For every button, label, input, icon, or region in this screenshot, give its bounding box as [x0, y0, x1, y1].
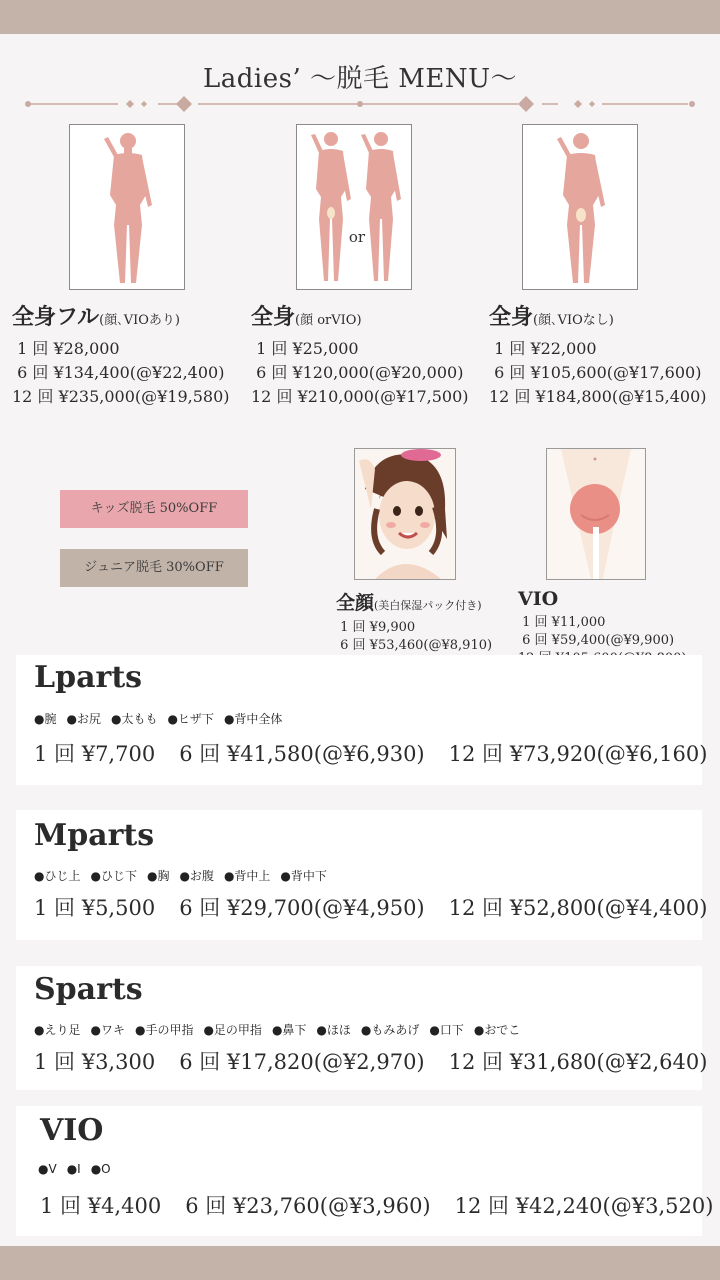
price: 6 回 ¥41,580(@¥6,930) — [179, 742, 425, 766]
part-item: ●おでこ — [473, 1023, 521, 1037]
part-item: ●鼻下 — [271, 1023, 307, 1037]
plan-name: 全身フル — [12, 304, 100, 330]
plan-full-body — [12, 300, 252, 409]
vio-illustration — [546, 448, 646, 580]
bottom-band — [0, 1246, 720, 1280]
mparts-prices — [34, 892, 720, 922]
lparts-title: Lparts — [34, 660, 143, 695]
plan-prices: 1 回 ¥28,000 6 回 ¥134,400(@¥22,400) 12 回 ¥235,000(@¥19,580) — [12, 339, 230, 406]
sparts-items — [34, 1021, 530, 1038]
vio-prices — [40, 1190, 720, 1220]
plan-note: (顔 orVIO) — [295, 313, 362, 328]
price: 12 回 ¥31,680(@¥2,640) — [448, 1050, 708, 1074]
part-item: ●背中上 — [223, 869, 271, 883]
body-or-vio-figure — [296, 124, 412, 290]
part-item: ●I — [66, 1162, 81, 1176]
part-item: ●腕 — [34, 712, 57, 726]
sparts-title: Sparts — [34, 972, 143, 1007]
price: 6 回 ¥29,700(@¥4,950) — [179, 896, 425, 920]
part-item: ●もみあげ — [360, 1023, 420, 1037]
face-plan-note: (美白保湿パック付き) — [374, 599, 482, 612]
plan-name: 全身 — [251, 304, 296, 330]
part-item: ●えり足 — [34, 1023, 81, 1037]
price: 1 回 ¥7,700 — [34, 742, 156, 766]
lparts-items — [34, 710, 292, 727]
price: 6 回 ¥17,820(@¥2,970) — [179, 1050, 425, 1074]
plan-note: (顔､VIOあり) — [99, 313, 180, 328]
sparts-prices — [34, 1046, 720, 1076]
plan-prices: 1 回 ¥22,000 6 回 ¥105,600(@¥17,600) 12 回 ¥184,800(@¥15,400) — [489, 339, 707, 406]
price: 12 回 ¥42,240(@¥3,520) — [454, 1194, 714, 1218]
price: 1 回 ¥3,300 — [34, 1050, 156, 1074]
mparts-items — [34, 867, 337, 884]
part-item: ●ヒザ下 — [167, 712, 214, 726]
kids-discount-badge: キッズ脱毛 50%OFF — [60, 490, 248, 528]
part-item: ●O — [90, 1162, 111, 1176]
ornament-divider — [18, 94, 702, 114]
lparts-prices — [34, 738, 720, 768]
face-illustration — [354, 448, 456, 580]
body-no-face-vio-figure — [522, 124, 638, 290]
plan-note: (顔､VIOなし) — [533, 313, 614, 328]
part-item: ●口下 — [429, 1023, 464, 1037]
vio-items — [38, 1162, 121, 1176]
face-plan-name: 全顔 — [336, 592, 375, 614]
plan-body-or-vio — [251, 300, 491, 409]
part-item: ●胸 — [146, 869, 170, 883]
part-item: ●お尻 — [66, 712, 101, 726]
price: 12 回 ¥73,920(@¥6,160) — [448, 742, 708, 766]
part-item: ●太もも — [110, 712, 158, 726]
price: 12 回 ¥52,800(@¥4,400) — [448, 896, 708, 920]
part-item: ●ひじ下 — [90, 869, 137, 883]
junior-discount-badge: ジュニア脱毛 30%OFF — [60, 549, 248, 587]
part-item: ●ひじ上 — [34, 869, 81, 883]
part-item: ●V — [38, 1162, 57, 1176]
plan-name: 全身 — [489, 304, 534, 330]
plan-prices: 1 回 ¥25,000 6 回 ¥120,000(@¥20,000) 12 回 ¥210,000(@¥17,500) — [251, 339, 469, 406]
part-item: ●ワキ — [90, 1023, 125, 1037]
vio-title: VIO — [40, 1113, 104, 1148]
plan-body-no-face-vio — [489, 300, 720, 409]
full-body-figure — [69, 124, 185, 290]
page-title: Ladies’ 〜脱毛 MENU〜 — [202, 64, 517, 94]
part-item: ●お腹 — [179, 869, 214, 883]
price: 1 回 ¥4,400 — [40, 1194, 162, 1218]
part-item: ●背中全体 — [223, 712, 283, 726]
top-band — [0, 0, 720, 34]
vio-plan-name: VIO — [518, 588, 559, 610]
part-item: ●手の甲指 — [134, 1023, 194, 1037]
mparts-title: Mparts — [34, 818, 155, 853]
part-item: ●足の甲指 — [203, 1023, 262, 1037]
or-label: or — [348, 228, 366, 246]
price: 6 回 ¥23,760(@¥3,960) — [185, 1194, 431, 1218]
vio-plan-prices: 1 回 ¥11,000 6 回 ¥59,400(@¥9,900) — [522, 615, 675, 648]
price: 1 回 ¥5,500 — [34, 896, 156, 920]
part-item: ●背中下 — [280, 869, 327, 883]
part-item: ●ほほ — [316, 1023, 351, 1037]
face-plan-prices: 1 回 ¥9,900 6 回 ¥53,460(@¥8,910) — [340, 620, 493, 653]
